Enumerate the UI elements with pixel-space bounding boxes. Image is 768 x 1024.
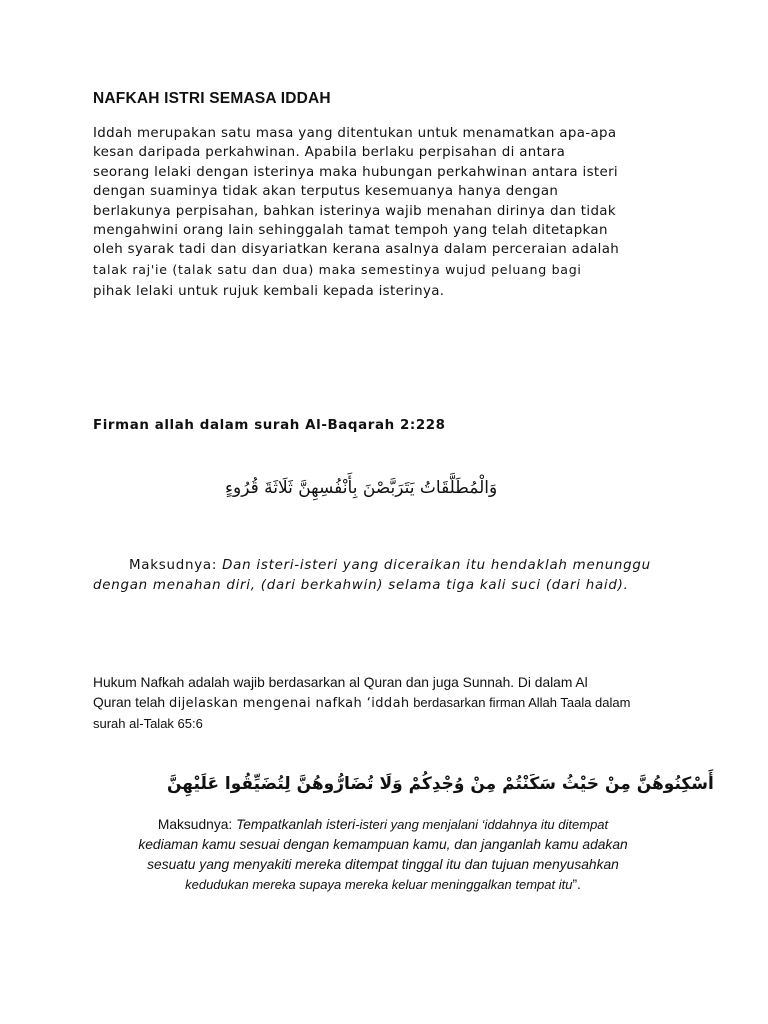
intro-line: seorang lelaki dengan isterinya maka hubungan perkahwinan antara isteri — [93, 164, 619, 180]
hukum-line — [93, 693, 693, 714]
hukum-line: surah al-Talak 65:6 — [93, 716, 203, 731]
maksud-line — [98, 815, 668, 835]
maksud-paragraph-1 — [93, 556, 693, 596]
maksud-closing: ”. — [572, 877, 581, 892]
document-title: NAFKAH ISTRI SEMASA IDDAH — [93, 90, 331, 107]
maksud-paragraph-2 — [98, 815, 668, 895]
maksud-translation: Dan isteri-isteri yang diceraikan itu hendaklah menunggu — [222, 558, 651, 573]
maksud-translation: dengan menahan diri, (dari berkahwin) selama tiga kali suci (dari haid). — [93, 578, 629, 593]
maksud-translation: -isteri yang menjalani ‘iddahnya itu ditempat — [355, 817, 609, 832]
maksud-translation: kedudukan mereka supaya mereka keluar meninggalkan tempat itu — [185, 877, 573, 892]
hukum-text: dijelaskan mengenai nafkah ‘iddah — [168, 696, 410, 711]
arabic-verse-talak: أَسْكِنُوهُنَّ مِنْ حَيْثُ سَكَنْتُمْ مِنْ وُجْدِكُمْ وَلَا تُضَارُّوهُنَّ لِتُضَيِّقُوا عَلَيْهِنَّ — [167, 774, 714, 794]
maksud-translation: Tempatkanlah isteri — [236, 817, 356, 832]
arabic-verse-baqarah: وَالْمُطَلَّقَاتُ يَتَرَبَّصْنَ بِأَنْفُسِهِنَّ ثَلَاثَةَ قُرُوءٍ — [225, 478, 498, 498]
maksud-line — [93, 556, 693, 576]
intro-line: berlakunya perpisahan, bahkan isterinya wajib menahan dirinya dan tidak — [93, 203, 616, 219]
intro-line: Iddah merupakan satu masa yang ditentukan untuk menamatkan apa-apa — [93, 126, 617, 141]
intro-line: oleh syarak tadi dan disyariatkan kerana asalnya dalam perceraian adalah — [93, 242, 620, 258]
hukum-text: berdasarkan firman Allah Taala dalam — [409, 695, 631, 710]
intro-line: dengan suaminya tidak akan terputus kesemuanya hanya dengan — [93, 184, 559, 200]
firman-heading: Firman allah dalam surah Al-Baqarah 2:228 — [93, 418, 446, 433]
intro-paragraph — [93, 124, 683, 302]
hukum-text: Quran telah — [93, 695, 169, 710]
hukum-paragraph — [93, 673, 693, 734]
maksud-line — [98, 875, 668, 895]
maksud-label: Maksudnya: — [157, 817, 237, 832]
maksud-label: Maksudnya: — [129, 558, 223, 573]
maksud-translation: kediaman kamu sesuai dengan kemampuan kamu, dan janganlah kamu adakan — [138, 837, 628, 852]
intro-line: kesan daripada perkahwinan. Apabila berlaku perpisahan di antara — [93, 145, 566, 161]
intro-line: talak raj'ie (talak satu dan dua) maka semestinya wujud peluang bagi — [93, 261, 582, 277]
hukum-line: Hukum Nafkah adalah wajib berdasarkan al Quran dan juga Sunnah. Di dalam Al — [93, 675, 588, 690]
intro-line: mengahwini orang lain sehinggalah tamat tempoh yang telah ditetapkan — [93, 223, 608, 239]
maksud-translation: sesuatu yang menyakiti mereka ditempat tinggal itu dan tujuan menyusahkan — [147, 857, 619, 872]
intro-line: pihak lelaki untuk rujuk kembali kepada isterinya. — [93, 284, 445, 300]
